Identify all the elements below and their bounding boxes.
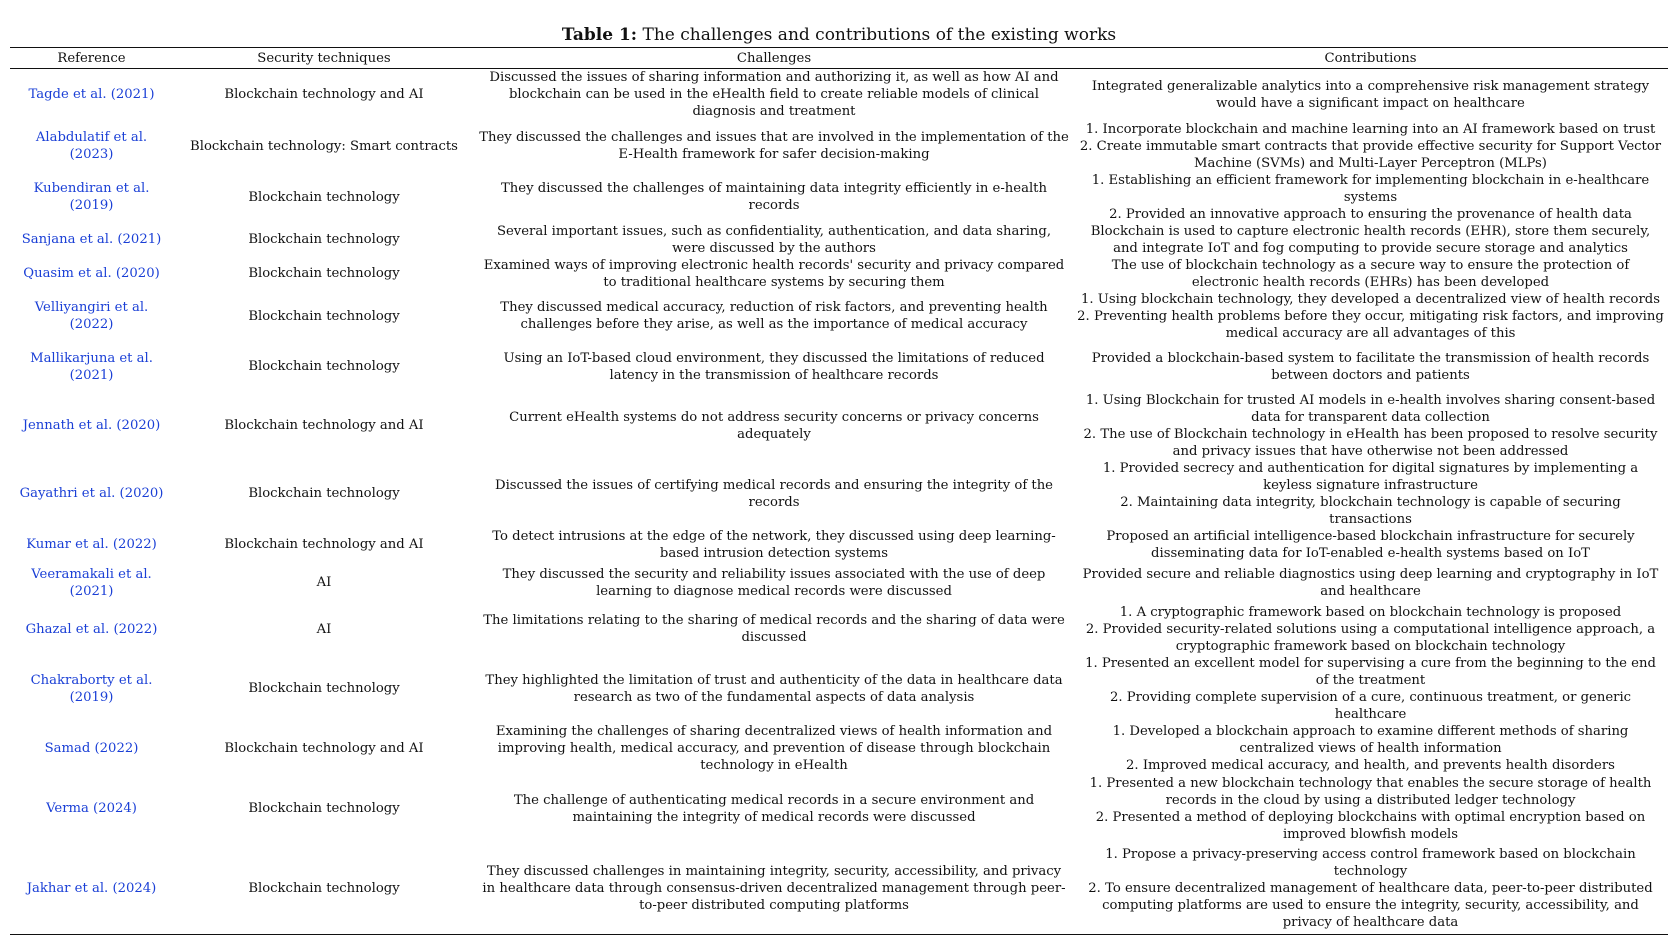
technique-cell: Blockchain technology and AI <box>224 87 424 103</box>
contributions-cell <box>1073 342 1668 392</box>
contribution-item: 1. Developed a blockchain approach to examine different methods of sharing centralized views of health information <box>1112 724 1629 756</box>
header-challenges: Challenges <box>736 50 812 66</box>
contribution-item: 1. Presented a new blockchain technology that enables the secure storage of health records in the cloud by using a distributed ledger technology <box>1089 775 1652 808</box>
header-reference: Reference <box>57 50 126 66</box>
table-row <box>10 723 1668 775</box>
reference-cell[interactable]: Kumar et al. (2022) <box>26 537 157 552</box>
table-row <box>10 604 1668 655</box>
reference-cell[interactable]: Verma (2024) <box>46 801 137 816</box>
reference-cell[interactable]: Gayathri et al. (2020) <box>19 486 164 501</box>
challenge-cell: They discussed the challenges and issues that are involved in the implementation of the E-Health framework for safer decision-making <box>479 130 1069 162</box>
challenge-cell: The challenge of authenticating medical records in a secure environment and maintaining the integrity of medical records were discussed <box>513 792 1035 825</box>
reference-cell[interactable]: Alabdulatif et al. (2023) <box>35 130 148 162</box>
technique-cell: Blockchain technology <box>248 486 400 501</box>
technique-cell: Blockchain technology and AI <box>224 418 424 433</box>
table-body <box>10 69 1668 935</box>
challenge-cell: Examined ways of improving electronic health records' security and privacy compared to traditional healthcare systems by securing them <box>483 257 1065 290</box>
technique-cell: Blockchain technology <box>248 232 400 247</box>
technique-cell: AI <box>316 621 332 637</box>
contribution-item: 1. A cryptographic framework based on blockchain technology is proposed <box>1119 604 1622 620</box>
reference-cell[interactable]: Samad (2022) <box>44 741 139 756</box>
contribution-item: 1. Using blockchain technology, they developed a decentralized view of health records <box>1080 291 1661 307</box>
contribution-item: Blockchain is used to capture electronic health records (EHR), store them securely, and integrate IoT and fog computing to provide secure storage and analytics <box>1090 223 1651 256</box>
contributions-cell <box>1073 291 1668 342</box>
table-row <box>10 121 1668 172</box>
contributions-cell <box>1073 723 1668 775</box>
reference-cell[interactable]: Chakraborty et al. (2019) <box>30 672 153 705</box>
reference-cell[interactable]: Ghazal et al. (2022) <box>25 621 158 637</box>
contribution-item: 1. Provided secrecy and authentication for digital signatures by implementing a keyless signature infrastructure <box>1102 460 1639 493</box>
contributions-cell <box>1073 69 1668 121</box>
contribution-item: Provided secure and reliable diagnostics using deep learning and cryptography in IoT and healthcare <box>1082 566 1659 599</box>
contributions-cell <box>1073 392 1668 460</box>
contribution-item: 1. Propose a privacy-preserving access control framework based on blockchain technology <box>1105 846 1636 879</box>
contribution-item: 2. Provided an innovative approach to ensuring the provenance of health data <box>1109 206 1632 222</box>
challenge-cell: Using an IoT-based cloud environment, they discussed the limitations of reduced latency in the transmission of healthcare records <box>503 350 1045 383</box>
table-row <box>10 843 1668 935</box>
table-row <box>10 69 1668 121</box>
table-caption <box>0 24 1678 46</box>
contribution-item: 2. Maintaining data integrity, blockchain technology is capable of securing transactions <box>1120 494 1621 527</box>
challenge-cell: They discussed the challenges of maintaining data integrity efficiently in e-health records <box>501 181 1047 213</box>
contributions-cell <box>1073 528 1668 562</box>
contribution-item: 1. Using Blockchain for trusted AI models in e-health involves sharing consent-based data for transparent data collection <box>1085 392 1656 425</box>
header-row <box>10 48 1668 69</box>
table-row <box>10 392 1668 460</box>
technique-cell: Blockchain technology <box>248 359 400 374</box>
challenge-cell: Current eHealth systems do not address security concerns or privacy concerns adequately <box>509 409 1039 442</box>
contributions-cell <box>1073 562 1668 604</box>
contribution-item: 2. Create immutable smart contracts that provide effective security for Support Vector Machine (SVMs) and Multi-Layer Perceptron (MLPs) <box>1079 138 1662 171</box>
table-row <box>10 172 1668 223</box>
table-row <box>10 291 1668 342</box>
table-row <box>10 655 1668 723</box>
contribution-item: 2. Improved medical accuracy, and health, and prevents health disorders <box>1126 758 1615 773</box>
technique-cell: Blockchain technology <box>248 801 400 816</box>
contribution-item: 2. The use of Blockchain technology in eHealth has been proposed to resolve security and privacy issues that have otherwise not been addressed <box>1083 426 1658 459</box>
table-row <box>10 562 1668 604</box>
contribution-item: Integrated generalizable analytics into a comprehensive risk management strategy would have a significant impact on healthcare <box>1091 78 1650 111</box>
challenge-cell: They discussed the security and reliability issues associated with the use of deep learning to diagnose medical records were discussed <box>502 566 1046 599</box>
contribution-item: 1. Incorporate blockchain and machine learning into an AI framework based on trust <box>1085 121 1656 137</box>
contributions-cell <box>1073 460 1668 528</box>
challenge-cell: They highlighted the limitation of trust and authenticity of the data in healthcare data research as two of the fundamental aspects of data analysis <box>485 672 1063 705</box>
reference-cell[interactable]: Velliyangiri et al. (2022) <box>34 300 149 332</box>
challenge-cell: Examining the challenges of sharing decentralized views of health information and improving health, medical accuracy, and prevention of disease through blockchain technology in eHealth <box>495 724 1053 773</box>
challenge-cell: The limitations relating to the sharing of medical records and the sharing of data were discussed <box>483 613 1065 645</box>
contributions-cell <box>1073 257 1668 291</box>
contributions-cell <box>1073 121 1668 172</box>
technique-cell: AI <box>316 575 332 590</box>
technique-cell: Blockchain technology and AI <box>224 537 424 552</box>
contribution-item: Proposed an artificial intelligence-based blockchain infrastructure for securely disseminating data for IoT-enabled e-health systems based on IoT <box>1106 528 1635 561</box>
header-security-techniques: Security techniques <box>257 50 391 66</box>
table-row <box>10 342 1668 392</box>
contribution-item: 2. Provided security-related solutions using a computational intelligence approach, a cryptographic framework based on blockchain technology <box>1085 621 1656 654</box>
reference-cell[interactable]: Kubendiran et al. (2019) <box>33 181 150 213</box>
contribution-item: The use of blockchain technology as a secure way to ensure the protection of electronic health records (EHRs) has been developed <box>1111 257 1630 290</box>
reference-cell[interactable]: Jakhar et al. (2024) <box>26 880 157 896</box>
contributions-cell <box>1073 604 1668 655</box>
contribution-item: 2. To ensure decentralized management of healthcare data, peer-to-peer distributed computing platforms are used to ensure the integrity, security, accessibility, and privacy of healthcare data <box>1088 880 1653 930</box>
technique-cell: Blockchain technology: Smart contracts <box>190 138 458 154</box>
table-row <box>10 460 1668 528</box>
table-row <box>10 775 1668 843</box>
table-row <box>10 223 1668 257</box>
reference-cell[interactable]: Sanjana et al. (2021) <box>21 232 162 247</box>
challenge-cell: Discussed the issues of certifying medical records and ensuring the integrity of the records <box>495 477 1053 510</box>
contribution-item: 2. Providing complete supervision of a cure, continuous treatment, or generic healthcare <box>1109 689 1632 722</box>
challenge-cell: Several important issues, such as confidentiality, authentication, and data sharing, were discussed by the authors <box>496 223 1052 256</box>
header-contributions: Contributions <box>1324 50 1417 66</box>
contributions-cell <box>1073 775 1668 843</box>
challenge-cell: They discussed challenges in maintaining integrity, security, accessibility, and privacy in healthcare data through consensus-driven decentralized management through peer-to-peer distributed computing platforms <box>482 863 1066 913</box>
technique-cell: Blockchain technology <box>248 189 400 205</box>
table-row <box>10 257 1668 291</box>
technique-cell: Blockchain technology <box>248 308 400 324</box>
table-row <box>10 528 1668 562</box>
challenges-table <box>10 47 1668 935</box>
contributions-cell <box>1073 655 1668 723</box>
technique-cell: Blockchain technology <box>248 266 400 281</box>
reference-cell[interactable]: Jennath et al. (2020) <box>22 418 161 433</box>
contribution-item: 2. Presented a method of deploying blockchains with optimal encryption based on improved blowfish models <box>1095 809 1646 842</box>
reference-cell[interactable]: Veeramakali et al. (2021) <box>31 566 152 599</box>
caption-label: Table 1: <box>561 25 638 45</box>
challenge-cell: They discussed medical accuracy, reduction of risk factors, and preventing health challenges before they arise, as well as the importance of medical accuracy <box>500 300 1048 332</box>
contribution-item: Provided a blockchain-based system to facilitate the transmission of health records between doctors and patients <box>1091 350 1650 383</box>
contributions-cell <box>1073 172 1668 223</box>
technique-cell: Blockchain technology and AI <box>224 741 424 756</box>
reference-cell[interactable]: Mallikarjuna et al. (2021) <box>30 350 153 383</box>
reference-cell[interactable]: Tagde et al. (2021) <box>28 87 155 103</box>
contributions-cell <box>1073 843 1668 935</box>
caption-text: The challenges and contributions of the existing works <box>637 25 1117 45</box>
challenge-cell: Discussed the issues of sharing information and authorizing it, as well as how AI and blockchain can be used in the eHealth field to create reliable models of clinical diagnosis and treatment <box>489 70 1059 120</box>
contribution-item: 1. Establishing an efficient framework for implementing blockchain in e-healthcare systems <box>1091 172 1650 205</box>
technique-cell: Blockchain technology <box>248 880 400 896</box>
reference-cell[interactable]: Quasim et al. (2020) <box>23 266 160 281</box>
technique-cell: Blockchain technology <box>248 681 400 696</box>
challenge-cell: To detect intrusions at the edge of the network, they discussed using deep learning-based intrusion detection systems <box>492 528 1056 561</box>
contributions-cell <box>1073 223 1668 257</box>
contribution-item: 2. Preventing health problems before they occur, mitigating risk factors, and improving medical accuracy are all advantages of this <box>1077 308 1664 341</box>
contribution-item: 1. Presented an excellent model for supervising a cure from the beginning to the end of the treatment <box>1085 655 1656 688</box>
